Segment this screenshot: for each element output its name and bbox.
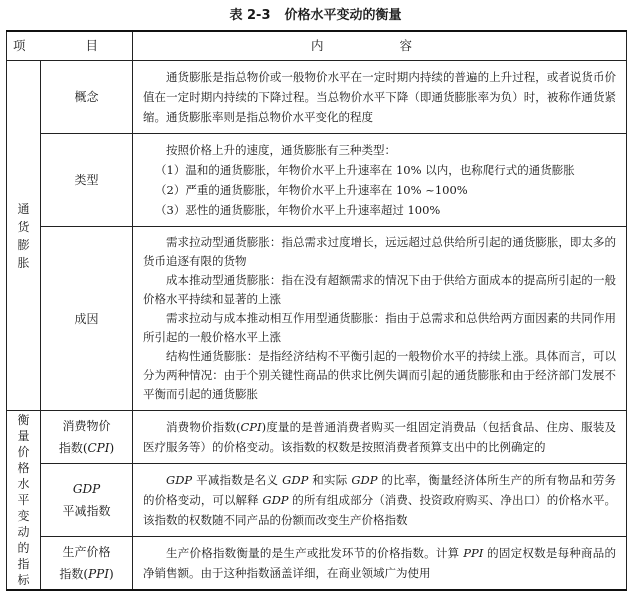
cpi-text-a: 消费物价指数(	[166, 420, 241, 434]
item-gdp-cell	[41, 464, 133, 537]
item-cpi-line1: 消费物价	[62, 419, 111, 433]
item-concept-cell	[41, 61, 133, 134]
gdp-t3: GDP	[282, 473, 309, 487]
row-cpi	[7, 411, 627, 464]
gdp-t7: GDP	[262, 493, 289, 507]
concept-text: 通货膨胀是指总物价或一般物价水平在一定时期内持续的普遍的上升过程，或者说货币价值在一定时期内持续的下降过程。当总物价水平下降（即通货膨胀率为负）时，被称作通货紧缩。通货膨胀率则是指总物价水平变化的程度	[143, 70, 617, 124]
item-cpi-cell	[41, 411, 133, 464]
price-level-table	[6, 30, 627, 591]
item-concept: 概念	[74, 90, 99, 104]
header-row	[7, 31, 627, 61]
item-ppi-line2	[41, 563, 132, 585]
types-item: （1）温和的通货膨胀，年物价水平上升速率在 10% 以内，也称爬行式的通货膨胀	[155, 163, 575, 177]
item-gdp-line2: 平减指数	[62, 504, 111, 518]
cause-paragraph: 成本推动型通货膨胀：指在没有超额需求的情况下由于供给方面成本的提高所引起的一般价格水平持续和显著的上涨	[143, 273, 617, 306]
types-item: （2）严重的通货膨胀，年物价水平上升速率在 10% ~100%	[155, 183, 468, 197]
table-number: 表 2-3	[229, 8, 271, 23]
item-gdp-line1: GDP	[72, 482, 101, 496]
category-indices: 衡量价格水平变动的指标	[17, 413, 30, 587]
gdp-t6: 的比率，衡量经济体所生产的所有物品和劳务的价格变动，可以解释	[143, 473, 617, 507]
item-types: 类型	[74, 173, 99, 187]
category-inflation-cell	[7, 61, 41, 411]
header-item: 项 目	[7, 31, 133, 61]
row-concept	[7, 61, 627, 134]
item-ppi-abbr: PPI	[88, 567, 109, 581]
cause-paragraph: 需求拉动型通货膨胀：指总需求过度增长，远远超过总供给所引起的通货膨胀，即太多的货币追逐有限的货物	[143, 235, 617, 268]
cpi-text	[143, 417, 616, 457]
item-cpi-line2	[41, 437, 132, 459]
types-item: （3）恶性的通货膨胀，年物价水平上升速率超过 100%	[155, 203, 441, 217]
item-gdp	[41, 478, 132, 522]
gdp-t8: 的所有组成部分（消费、投资政府购买、净出口）的价格水平。该指数的权数随不同产品的份额而改变生产价格指数	[143, 493, 617, 527]
gdp-t5: GDP	[351, 473, 378, 487]
item-cpi-close: )	[109, 441, 115, 455]
table-caption	[0, 4, 631, 23]
content-cpi-cell	[133, 411, 627, 464]
item-ppi-close: )	[108, 567, 114, 581]
content-causes-cell	[133, 227, 627, 411]
category-indices-cell	[7, 411, 41, 591]
ppi-text-b: 的固定权数是每种商品的净销售额。由于这种指数涵盖详细，在商业领域广为使用	[143, 546, 617, 580]
table-title: 价格水平变动的衡量	[284, 8, 402, 23]
item-ppi-line1: 生产价格	[62, 545, 111, 559]
item-ppi-prefix: 指数(	[59, 567, 89, 581]
item-ppi-cell	[41, 537, 133, 591]
content-gdp-cell	[133, 464, 627, 537]
header-content: 内 容	[133, 31, 627, 61]
row-gdp	[7, 464, 627, 537]
item-cpi-prefix: 指数(	[58, 441, 88, 455]
cpi-text-b: )度量的是普通消费者购买一组固定消费品（包括食品、住房、服装及医疗服务等）的价格变动。该指数的权数是按照消费者预算支出中的比例确定的	[143, 420, 617, 454]
gdp-t2: 平减指数是名义	[192, 473, 283, 487]
gdp-text	[143, 470, 616, 530]
cause-paragraph: 需求拉动与成本推动相互作用型通货膨胀：指由于总需求和总供给两方面因素的共同作用所引起的一般价格水平上涨	[143, 311, 617, 344]
item-causes-cell	[41, 227, 133, 411]
ppi-text	[143, 543, 616, 583]
ppi-abbr: PPI	[463, 546, 484, 560]
cpi-abbr: CPI	[240, 420, 262, 434]
cause-paragraph: 结构性通货膨胀：是指经济结构不平衡引起的一般物价水平的持续上涨。具体而言，可以分为两种情况：由于个别关键性商品的供求比例失调而引起的通货膨胀和由于经济部门发展不平衡而引起的通货膨胀	[143, 349, 617, 401]
item-causes: 成因	[74, 311, 99, 326]
content-concept-cell	[133, 61, 627, 134]
item-cpi	[41, 415, 132, 459]
ppi-text-a: 生产价格指数衡量的是生产或批发环节的价格指数。计算	[166, 546, 464, 560]
row-types	[7, 134, 627, 227]
gdp-t1: GDP	[166, 473, 193, 487]
content-types-cell	[133, 134, 627, 227]
category-inflation: 通货膨胀	[17, 201, 30, 270]
types-intro: 按照价格上升的速度，通货膨胀有三种类型：	[166, 143, 397, 157]
gdp-t4: 和实际	[308, 473, 352, 487]
row-ppi	[7, 537, 627, 591]
item-ppi	[41, 541, 132, 585]
content-ppi-cell	[133, 537, 627, 591]
item-types-cell	[41, 134, 133, 227]
item-cpi-abbr: CPI	[87, 441, 110, 455]
row-causes	[7, 227, 627, 411]
